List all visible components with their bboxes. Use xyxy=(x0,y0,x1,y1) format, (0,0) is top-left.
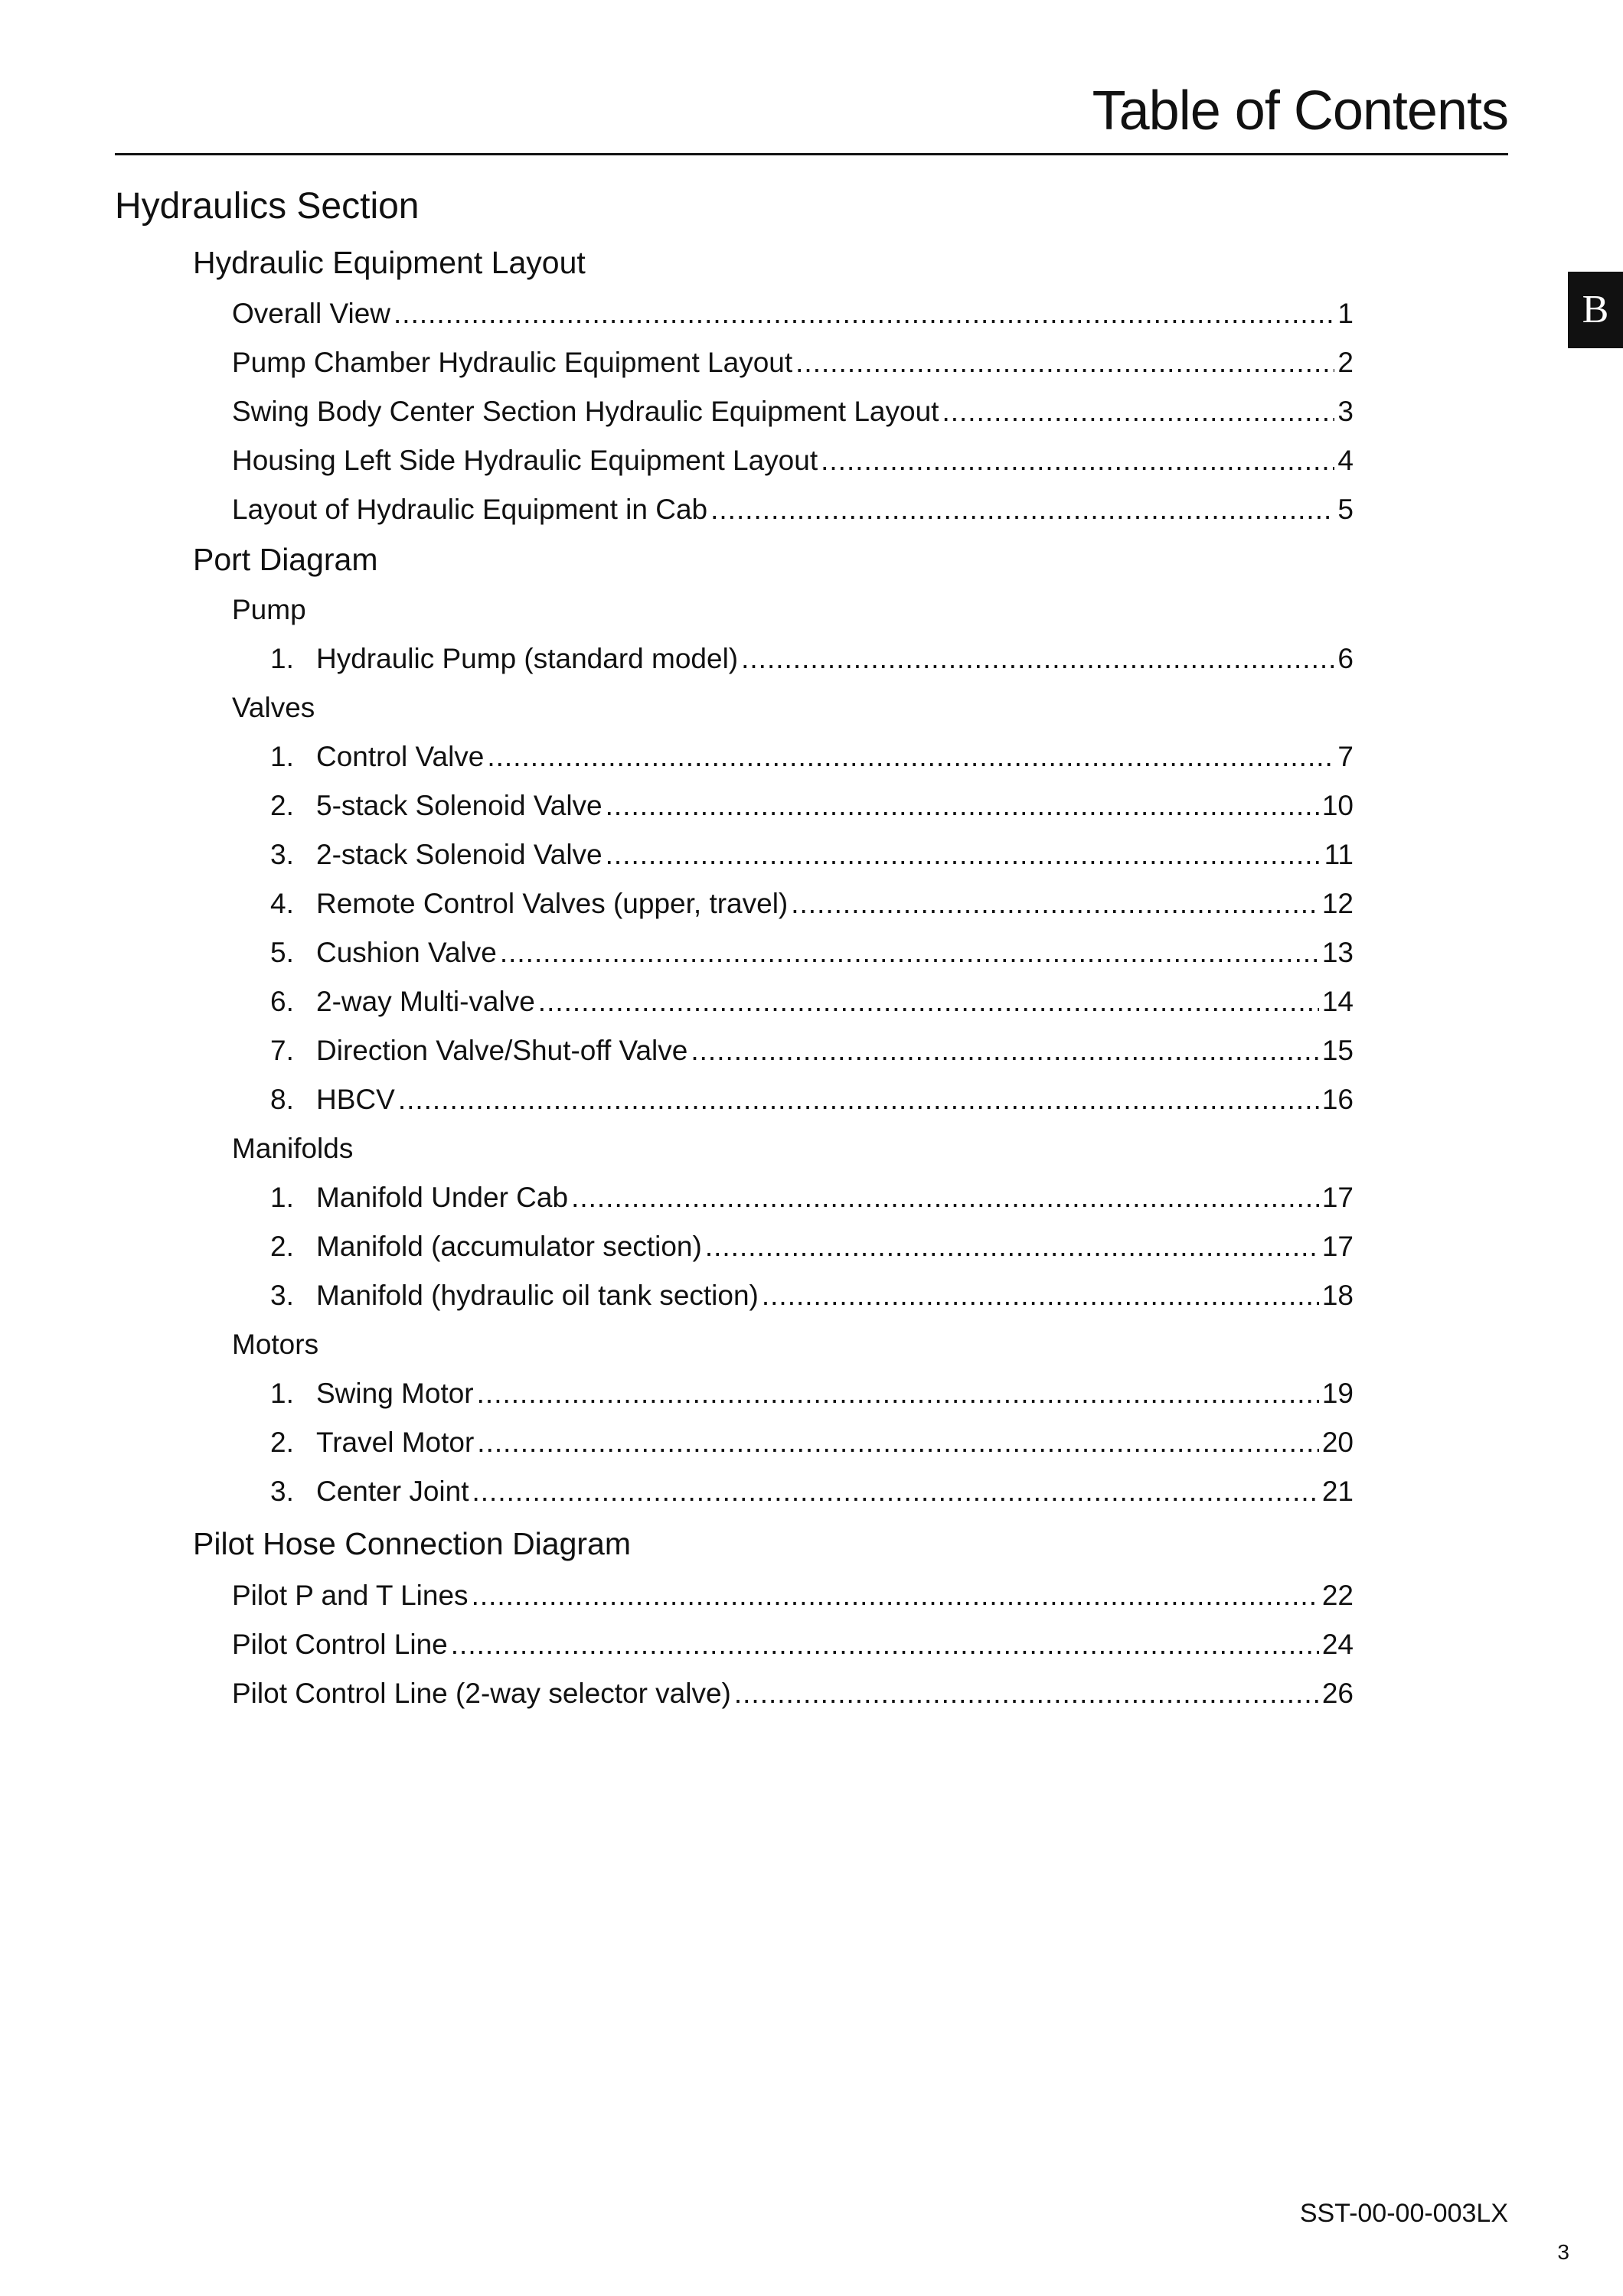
toc-entry-label: Housing Left Side Hydraulic Equipment Layout xyxy=(232,445,818,476)
dot-leader xyxy=(606,786,1319,826)
toc-subheading-pump: Pump xyxy=(232,594,306,625)
dot-leader xyxy=(571,1178,1319,1218)
toc-entry[interactable] xyxy=(270,1472,1354,1512)
toc-entry[interactable] xyxy=(232,343,1354,383)
toc-entry-number: 3. xyxy=(270,1280,294,1311)
toc-entry-number: 1. xyxy=(270,643,294,674)
dot-leader xyxy=(705,1227,1319,1267)
toc-entry-label: Pilot Control Line (2-way selector valve) xyxy=(232,1678,731,1709)
toc-entry[interactable] xyxy=(232,490,1354,530)
dot-leader xyxy=(606,835,1321,875)
toc-entry[interactable] xyxy=(232,1625,1354,1665)
toc-heading-port-diagram: Port Diagram xyxy=(193,542,378,577)
toc-subheading-motors: Motors xyxy=(232,1329,319,1360)
dot-leader xyxy=(791,884,1319,924)
toc-entry[interactable] xyxy=(270,737,1354,777)
toc-entry-label: Swing Motor xyxy=(316,1378,474,1409)
dot-leader xyxy=(741,639,1334,679)
dot-leader xyxy=(398,1080,1319,1120)
toc-entry-page: 20 xyxy=(1321,1427,1354,1458)
dot-leader xyxy=(472,1576,1319,1616)
toc-entry-label: 2-stack Solenoid Valve xyxy=(316,839,603,870)
dot-leader xyxy=(734,1674,1319,1714)
toc-entry-page: 12 xyxy=(1321,888,1354,919)
toc-entry-number: 7. xyxy=(270,1035,294,1066)
toc-entry-number: 8. xyxy=(270,1084,294,1115)
toc-entry-page: 4 xyxy=(1337,445,1354,476)
toc-entry-label: Control Valve xyxy=(316,741,485,772)
toc-heading-equipment-layout: Hydraulic Equipment Layout xyxy=(193,245,586,280)
toc-entry[interactable] xyxy=(270,1031,1354,1071)
toc-entry-label: Swing Body Center Section Hydraulic Equipment Layout xyxy=(232,396,939,427)
toc-entry-number: 1. xyxy=(270,741,294,772)
toc-entry-number: 2. xyxy=(270,1231,294,1262)
dot-leader xyxy=(795,343,1334,383)
toc-entry[interactable] xyxy=(270,884,1354,924)
dot-leader xyxy=(394,294,1334,334)
dot-leader xyxy=(472,1472,1319,1512)
toc-entry-page: 10 xyxy=(1321,790,1354,821)
toc-entry-page: 3 xyxy=(1337,396,1354,427)
toc-entry-label: Hydraulic Pump (standard model) xyxy=(316,643,739,674)
toc-entry-page: 18 xyxy=(1321,1280,1354,1311)
toc-entry-label: Travel Motor xyxy=(316,1427,475,1458)
toc-entry-page: 2 xyxy=(1337,347,1354,378)
toc-entry-page: 11 xyxy=(1324,839,1354,870)
toc-entry-label: Pump Chamber Hydraulic Equipment Layout xyxy=(232,347,793,378)
toc-entry-page: 17 xyxy=(1321,1182,1354,1213)
toc-entry-page: 21 xyxy=(1321,1476,1354,1507)
toc-entry[interactable] xyxy=(270,1227,1354,1267)
toc-entry-page: 17 xyxy=(1321,1231,1354,1262)
toc-entry-number: 4. xyxy=(270,888,294,919)
toc-entry-number: 2. xyxy=(270,790,294,821)
toc-entry-number: 1. xyxy=(270,1182,294,1213)
toc-entry[interactable] xyxy=(270,1276,1354,1316)
toc-entry-label: Center Joint xyxy=(316,1476,469,1507)
toc-entry-page: 5 xyxy=(1337,494,1354,525)
toc-entry-page: 14 xyxy=(1321,986,1354,1017)
toc-entry-label: Manifold Under Cab xyxy=(316,1182,569,1213)
toc-entry[interactable] xyxy=(270,982,1354,1022)
toc-entry[interactable] xyxy=(232,294,1354,334)
toc-entry-label: Pilot Control Line xyxy=(232,1629,448,1660)
toc-entry[interactable] xyxy=(270,1423,1354,1463)
toc-entry-label: HBCV xyxy=(316,1084,395,1115)
toc-entry[interactable] xyxy=(270,1178,1354,1218)
toc-entry-label: Pilot P and T Lines xyxy=(232,1580,469,1611)
title-divider xyxy=(115,153,1508,155)
page-number: 3 xyxy=(1557,2240,1569,2264)
toc-entry-page: 6 xyxy=(1337,643,1354,674)
dot-leader xyxy=(821,441,1334,481)
toc-entry[interactable] xyxy=(270,639,1354,679)
toc-entry[interactable] xyxy=(270,1080,1354,1120)
toc-entry-label: Layout of Hydraulic Equipment in Cab xyxy=(232,494,708,525)
toc-entry-label: Cushion Valve xyxy=(316,937,497,968)
toc-entry-label: Manifold (accumulator section) xyxy=(316,1231,702,1262)
dot-leader xyxy=(487,737,1334,777)
page-title: Table of Contents xyxy=(1092,80,1508,142)
dot-leader xyxy=(451,1625,1319,1665)
section-tab-b: B xyxy=(1568,272,1623,348)
toc-entry-number: 5. xyxy=(270,937,294,968)
toc-entry-number: 3. xyxy=(270,1476,294,1507)
dot-leader xyxy=(477,1374,1319,1414)
toc-entry-number: 2. xyxy=(270,1427,294,1458)
toc-entry-page: 22 xyxy=(1321,1580,1354,1611)
toc-entry-number: 6. xyxy=(270,986,294,1017)
toc-entry[interactable] xyxy=(232,392,1354,432)
toc-entry-label: Remote Control Valves (upper, travel) xyxy=(316,888,789,919)
dot-leader xyxy=(710,490,1334,530)
toc-entry[interactable] xyxy=(232,1674,1354,1714)
toc-entry[interactable] xyxy=(270,1374,1354,1414)
toc-subheading-manifolds: Manifolds xyxy=(232,1133,354,1164)
toc-entry-label: 5-stack Solenoid Valve xyxy=(316,790,603,821)
toc-entry-page: 19 xyxy=(1321,1378,1354,1409)
dot-leader xyxy=(942,392,1334,432)
toc-entry-number: 1. xyxy=(270,1378,294,1409)
toc-subheading-valves: Valves xyxy=(232,692,315,723)
toc-entry-label: Direction Valve/Shut-off Valve xyxy=(316,1035,688,1066)
toc-entry[interactable] xyxy=(232,441,1354,481)
dot-leader xyxy=(762,1276,1319,1316)
toc-entry-page: 24 xyxy=(1321,1629,1354,1660)
toc-entry-page: 13 xyxy=(1321,937,1354,968)
toc-entry-page: 7 xyxy=(1337,741,1354,772)
toc-entry-label: Manifold (hydraulic oil tank section) xyxy=(316,1280,759,1311)
toc-entry-page: 15 xyxy=(1321,1035,1354,1066)
toc-entry-page: 26 xyxy=(1321,1678,1354,1709)
toc-entry-page: 16 xyxy=(1321,1084,1354,1115)
dot-leader xyxy=(477,1423,1319,1463)
document-code: SST-00-00-003LX xyxy=(1299,2199,1508,2228)
dot-leader xyxy=(500,933,1319,973)
toc-heading-pilot-hose: Pilot Hose Connection Diagram xyxy=(193,1526,631,1561)
toc-entry[interactable] xyxy=(270,786,1354,826)
toc-entry[interactable] xyxy=(232,1576,1354,1616)
dot-leader xyxy=(691,1031,1318,1071)
toc-entry[interactable] xyxy=(270,933,1354,973)
dot-leader xyxy=(538,982,1319,1022)
toc-entry-number: 3. xyxy=(270,839,294,870)
toc-entry[interactable] xyxy=(270,835,1354,875)
toc-entry-label: 2-way Multi-valve xyxy=(316,986,535,1017)
toc-entry-page: 1 xyxy=(1337,298,1354,329)
toc-section-title: Hydraulics Section xyxy=(115,186,420,227)
toc-entry-label: Overall View xyxy=(232,298,391,329)
